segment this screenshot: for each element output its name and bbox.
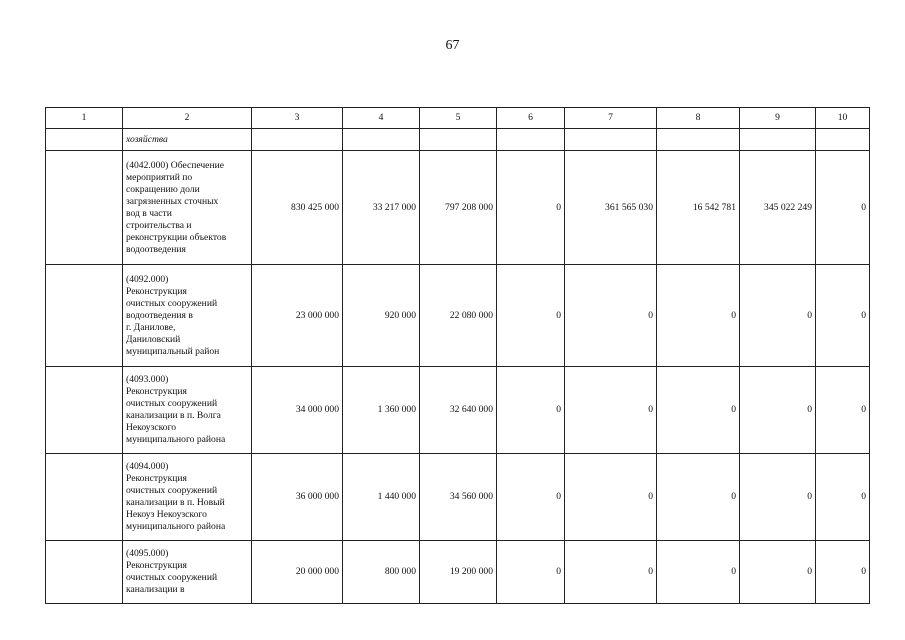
column-header: 6 [497,108,565,129]
empty-cell [46,454,123,541]
item-name-line: (4042.000) Обеспечение [126,159,224,171]
item-name-line: муниципального района [126,521,226,532]
page-number: 67 [445,38,460,53]
value-cell: 20 000 000 [252,541,343,604]
column-header: 2 [123,108,252,129]
value-cell: 0 [816,265,870,367]
value-cell: 797 208 000 [420,151,497,265]
value-cell: 22 080 000 [420,265,497,367]
value-cell: 0 [740,367,816,454]
column-header: 8 [657,108,740,129]
empty-cell [420,129,497,151]
empty-cell [740,129,816,151]
value-cell: 830 425 000 [252,151,343,265]
value-cell: 0 [740,454,816,541]
value-cell: 0 [497,367,565,454]
item-name-line: Реконструкция [126,285,187,297]
item-name-line: Реконструкция [126,560,187,571]
value-cell: 0 [565,265,657,367]
item-name-cell [123,367,252,454]
value-cell: 0 [657,367,740,454]
column-header: 7 [565,108,657,129]
continuation-row [46,129,870,151]
value-cell: 32 640 000 [420,367,497,454]
value-cell: 0 [497,151,565,265]
item-name-line: загрязненных сточных [126,195,219,207]
item-name-line: муниципального района [126,434,226,445]
item-name-line: канализации в [126,584,185,595]
item-name-line: канализации в п. Новый [126,497,225,508]
value-cell: 0 [816,151,870,265]
table-row [46,151,870,265]
item-name-line: канализации в п. Волга [126,410,221,421]
table-row [46,541,870,604]
empty-cell [46,151,123,265]
item-name-line: очистных сооружений [126,485,218,496]
item-name-line: (4094.000) [126,461,169,472]
item-name-line: реконструкции объектов [126,231,227,243]
table-row [46,454,870,541]
value-cell: 0 [497,454,565,541]
value-cell: 33 217 000 [343,151,420,265]
value-cell: 23 000 000 [252,265,343,367]
empty-cell [46,129,123,151]
value-cell: 0 [816,367,870,454]
item-name-line: (4095.000) [126,548,169,559]
value-cell: 920 000 [343,265,420,367]
item-name-line: водоотведения [126,243,186,255]
value-cell: 800 000 [343,541,420,604]
item-name-line: очистных сооружений [126,572,218,583]
empty-cell [497,129,565,151]
empty-cell [46,367,123,454]
value-cell: 0 [657,265,740,367]
item-name-line: сокращению доли [126,183,200,195]
value-cell: 0 [657,454,740,541]
value-cell: 0 [657,541,740,604]
value-cell: 0 [565,454,657,541]
item-name-line: Некоуз Некоузского [126,509,207,520]
item-name-line: муниципальный район [126,345,220,357]
table-row [46,367,870,454]
empty-cell [46,541,123,604]
value-cell: 1 440 000 [343,454,420,541]
column-header: 9 [740,108,816,129]
item-name-line: мероприятий по [126,171,193,183]
item-name-line: строительства и [126,219,192,231]
column-header: 5 [420,108,497,129]
value-cell: 0 [497,265,565,367]
empty-cell [657,129,740,151]
item-name-cell [123,265,252,367]
item-name-line: вод в части [126,207,172,219]
value-cell: 0 [816,454,870,541]
value-cell: 0 [497,541,565,604]
value-cell: 345 022 249 [740,151,816,265]
item-name-line: (4092.000) [126,273,169,285]
value-cell: 34 560 000 [420,454,497,541]
column-header: 4 [343,108,420,129]
item-name-line: (4093.000) [126,374,169,385]
value-cell: 0 [740,541,816,604]
value-cell: 16 542 781 [657,151,740,265]
header-row [46,108,870,129]
empty-cell [46,265,123,367]
value-cell: 36 000 000 [252,454,343,541]
value-cell: 0 [816,541,870,604]
value-cell: 0 [565,541,657,604]
item-name-cell [123,151,252,265]
value-cell: 0 [565,367,657,454]
item-name-cell [123,454,252,541]
value-cell: 1 360 000 [343,367,420,454]
value-cell: 361 565 030 [565,151,657,265]
item-name-line: очистных сооружений [126,398,218,409]
column-header: 10 [816,108,870,129]
value-cell: 19 200 000 [420,541,497,604]
item-name-line: водоотведения в [126,309,193,321]
item-name-line: Некоузского [126,422,177,433]
column-header: 3 [252,108,343,129]
continuation-text: хозяйства [123,129,252,151]
budget-table [45,107,870,604]
item-name-line: Даниловский [126,333,181,345]
value-cell: 0 [740,265,816,367]
item-name-line: очистных сооружений [126,297,218,309]
value-cell: 34 000 000 [252,367,343,454]
empty-cell [816,129,870,151]
item-name-line: г. Данилове, [126,321,176,333]
empty-cell [565,129,657,151]
table-row [46,265,870,367]
item-name-line: Реконструкция [126,386,187,397]
item-name-line: Реконструкция [126,473,187,484]
empty-cell [252,129,343,151]
column-header: 1 [46,108,123,129]
item-name-cell [123,541,252,604]
empty-cell [343,129,420,151]
